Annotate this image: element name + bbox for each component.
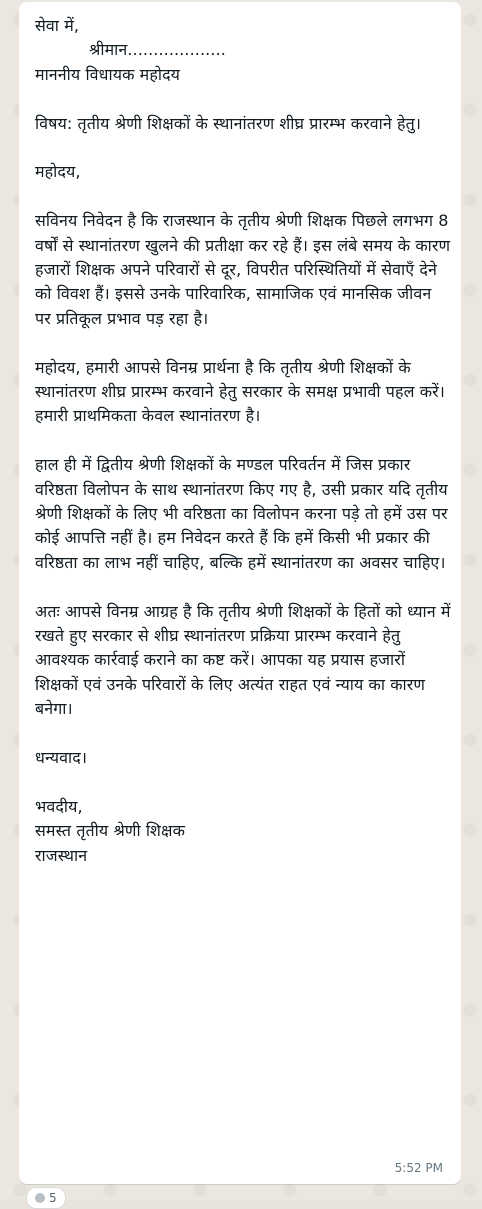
spacer [35,185,451,209]
spacer [35,331,451,355]
spacer [35,429,451,453]
salutation-line-2: श्रीमान................... [89,40,226,60]
message-text [35,14,456,868]
spacer [35,575,451,599]
thanks-line: धन्यवाद। [35,748,88,768]
paragraph-3: हाल ही में द्वितीय श्रेणी शिक्षकों के मण्डल परिवर्तन में जिस प्रकार वरिष्ठता विलोपन के साथ स्थानांतरण किए गए है, उसी प्रकार यदि तृतीय श्रेणी शिक्षकों के लिए भी वरिष्ठता का विलोपन करना पड़े तो हमें उस पर कोई आपत्ति नहीं है। हम निवेदन करते हैं कि हमें किसी भी प्रकार की वरिष्ठता का लाभ नहीं चाहिए, बल्कि हमें स्थानांतरण का अवसर चाहिए। [35,455,453,572]
salutation-line-1: सेवा में, [35,16,80,35]
spacer [35,722,451,746]
closing-line-2: समस्त तृतीय श्रेणी शिक्षक [35,821,185,841]
spacer [35,770,451,794]
message-timestamp: 5:52 PM [394,1161,443,1175]
salutation-line-3: माननीय विधायक महोदय [35,64,181,84]
paragraph-2: महोदय, हमारी आपसे विनम्र प्रार्थना है कि तृतीय श्रेणी शिक्षकों के स्थानांतरण शीघ्र प्रारम्भ करवाने हेतु सरकार के समक्ष प्रभावी पहल करें। हमारी प्राथमिकता केवल स्थानांतरण है। [35,357,451,426]
closing-line-1: भवदीय, [35,796,83,816]
closing-line-3: राजस्थान [35,845,88,865]
subject-line: विषय: तृतीय श्रेणी शिक्षकों के स्थानांतरण शीघ्र प्रारम्भ करवाने हेतु। [35,113,422,133]
paragraph-4: अतः आपसे विनम्र आग्रह है कि तृतीय श्रेणी शिक्षकों के हितों को ध्यान में रखते हुए सरकार से शीघ्र स्थानांतरण प्रक्रिया प्रारम्भ करवाने हेतु आवश्यक कार्रवाई कराने का कष्ट करें। आपका यह प्रयास हजारों शिक्षकों एवं उनके परिवारों के लिए अत्यंत राहत एवं न्याय का कारण बनेगा। [35,601,456,719]
greeting: महोदय, [35,162,81,182]
reaction-badge[interactable] [26,1187,66,1209]
reaction-count: 5 [49,1191,57,1205]
message-bubble[interactable] [19,2,461,1184]
paragraph-1: सविनय निवेदन है कि राजस्थान के तृतीय श्रेणी शिक्षक पिछले लगभग 8 वर्षों से स्थानांतरण खुलने की प्रतीक्षा कर रहे हैं। इस लंबे समय के कारण हजारों शिक्षक अपने परिवारों से दूर, विपरीत परिस्थितियों में सेवाएँ देने को विवश हैं। इससे उनके पारिवारिक, सामाजिक एवं मानसिक जीवन पर प्रतिकूल प्रभाव पड़ रहा है। [35,211,456,328]
spacer [35,87,451,111]
reaction-icon [35,1193,45,1203]
spacer [35,136,451,160]
